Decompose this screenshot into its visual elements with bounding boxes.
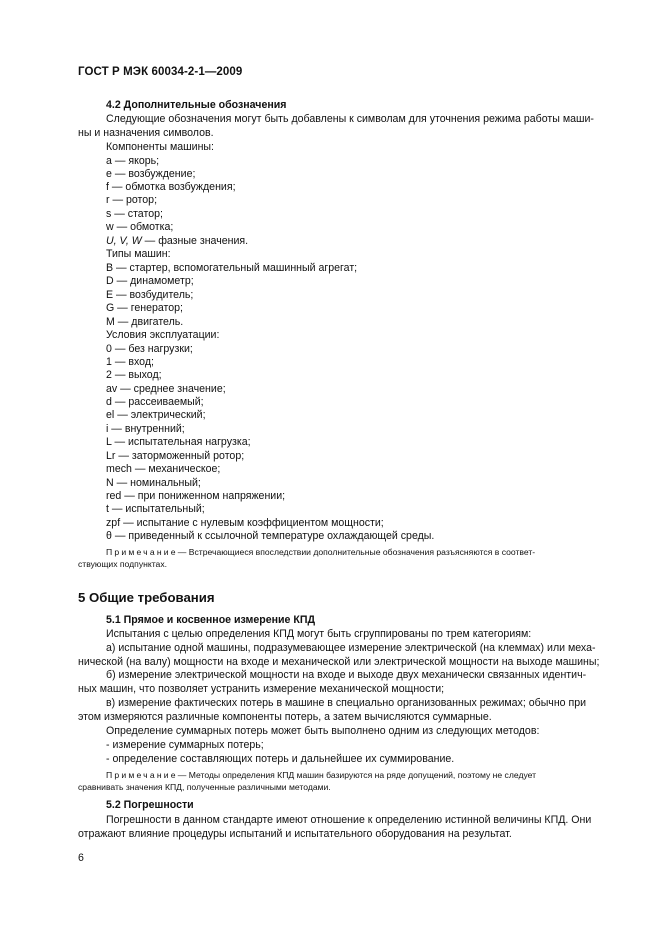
document-header: ГОСТ Р МЭК 60034-2-1—2009 [78,66,243,78]
list-item: w — обмотка; [106,221,174,233]
list-item: el — электрический; [106,409,206,421]
list-item: θ — приведенный к ссылочной температуре охлаждающей среды. [106,530,435,542]
list-item [106,235,248,248]
paragraph-line: ных машин, что позволяет устранить измерение механической мощности; [78,683,445,695]
list-item: - определение составляющих потерь и дальнейшее их суммирование. [106,753,455,765]
list-item: 2 — выход; [106,369,162,381]
section-5-1-title: 5.1 Прямое и косвенное измерение КПД [106,614,315,626]
list-item: i — внутренний; [106,423,185,435]
list-item: s — статор; [106,208,163,220]
paragraph-line: Испытания с целью определения КПД могут быть сгруппированы по трем категориям: [106,628,532,640]
list-item: a — якорь; [106,155,160,167]
list-item: L — испытательная нагрузка; [106,436,251,448]
phase-symbols: U, V, W [106,235,142,247]
list-item: r — ротор; [106,194,158,206]
paragraph-line: Следующие обозначения могут быть добавлены к символам для уточнения режима работы маши- [106,113,594,125]
paragraph-line: б) измерение электрической мощности на входе и выходе двух механически связанных идентич- [106,669,587,681]
note-text: — Методы определения КПД машин базируются на ряде допущений, поэтому не следует [177,770,537,780]
paragraph-line: нической (на валу) мощности на входе и механической или электрической мощности на выходе машины; [78,656,600,668]
conditions-heading: Условия эксплуатации: [106,329,220,341]
list-item: - измерение суммарных потерь; [106,739,264,751]
list-item: mech — механическое; [106,463,221,475]
list-item: red — при пониженном напряжении; [106,490,286,502]
section-5-title: 5 Общие требования [78,590,215,605]
list-item: d — рассеиваемый; [106,396,204,408]
paragraph-line: этом измеряются различные компоненты потерь, а затем вычисляются суммарные. [78,711,492,723]
list-item: 0 — без нагрузки; [106,343,193,355]
list-item: t — испытательный; [106,503,205,515]
list-item: D — динамометр; [106,275,194,287]
list-item: e — возбуждение; [106,168,196,180]
list-item: zpf — испытание с нулевым коэффициентом мощности; [106,517,384,529]
note-label: Примечание [106,770,178,780]
list-item: Lr — заторможенный ротор; [106,450,245,462]
list-item: N — номинальный; [106,477,201,489]
types-heading: Типы машин: [106,248,171,260]
list-item: E — возбудитель; [106,289,194,301]
list-item: B — стартер, вспомогательный машинный агрегат; [106,262,358,274]
list-item: M — двигатель. [106,316,184,328]
list-item: f — обмотка возбуждения; [106,181,236,193]
paragraph-line: Определение суммарных потерь может быть выполнено одним из следующих методов: [106,725,540,737]
note-line: сравнивать значения КПД, полученные различными методами. [78,782,331,792]
paragraph-line: Погрешности в данном стандарте имеют отношение к определению истинной величины КПД. Они [106,814,592,826]
page-number: 6 [78,852,84,864]
note-line [106,547,535,558]
section-4-2-title: 4.2 Дополнительные обозначения [106,99,287,111]
list-item: 1 — вход; [106,356,154,368]
phase-text: — фазные значения. [144,235,249,247]
section-5-2-title: 5.2 Погрешности [106,799,194,811]
list-item: G — генератор; [106,302,183,314]
note-line [106,770,536,781]
paragraph-line: ны и назначения символов. [78,127,214,139]
paragraph-line: отражают влияние процедуры испытаний и испытательного оборудования на результат. [78,828,512,840]
components-heading: Компоненты машины: [106,141,214,153]
list-item: av — среднее значение; [106,383,226,395]
paragraph-line: а) испытание одной машины, подразумевающее измерение электрической (на клеммах) или меха- [106,642,596,654]
paragraph-line: в) измерение фактических потерь в машине в специально организованных режимах; обычно при [106,697,587,709]
note-text: — Встречающиеся впоследствии дополнительные обозначения разъясняются в соответ- [177,547,536,557]
note-label: Примечание [106,547,178,557]
note-line: ствующих подпунктах. [78,559,168,569]
